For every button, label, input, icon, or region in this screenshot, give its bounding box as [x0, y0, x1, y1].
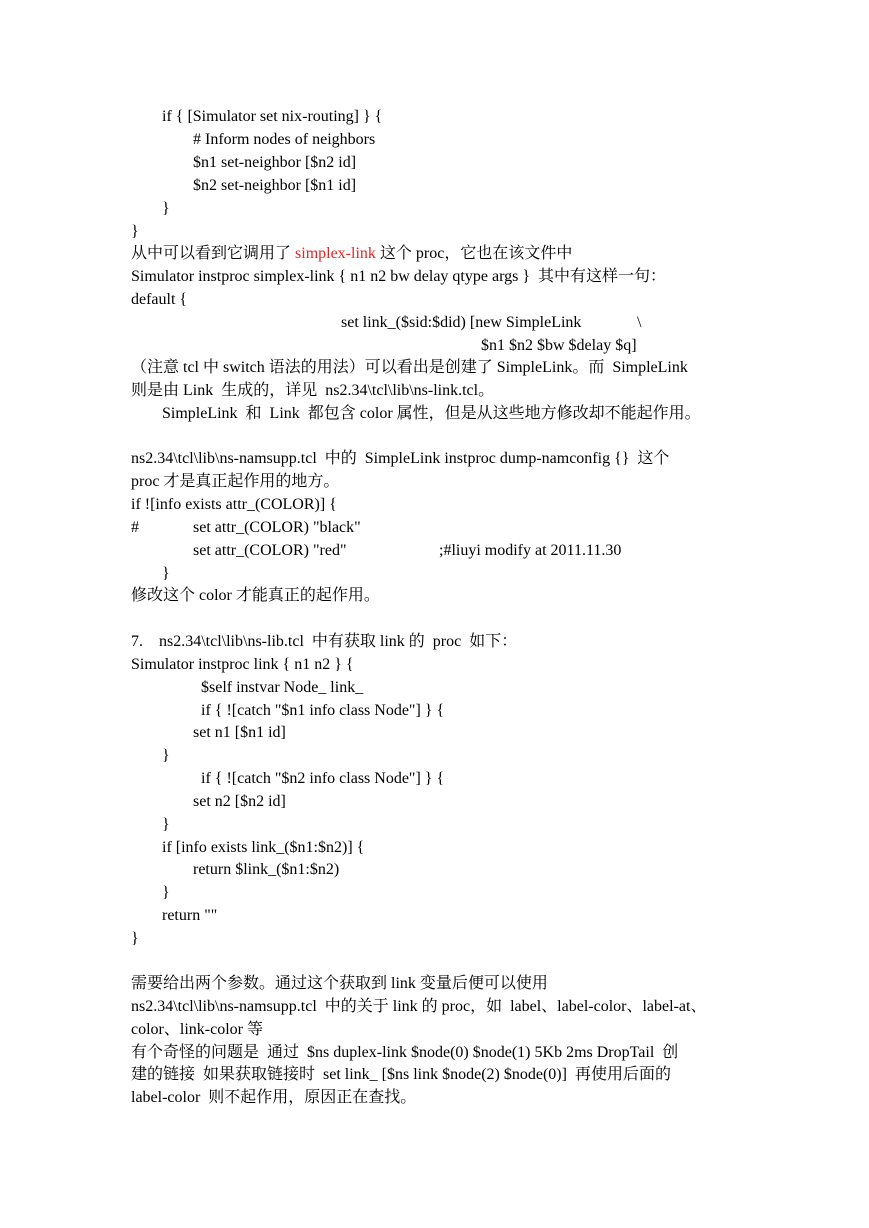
highlighted-term: simplex-link: [295, 245, 376, 262]
text-segment: 这个 proc，它也在该文件中: [375, 245, 573, 262]
code-line: set n2 [$n2 id]: [193, 793, 286, 810]
code-line: set n1 [$n1 id]: [193, 724, 286, 741]
code-line-continuation: \: [637, 314, 642, 331]
paragraph-line: label-color 则不起作用，原因正在查找。: [131, 1089, 417, 1106]
paragraph-line: ns2.34\tcl\lib\ns-namsupp.tcl 中的关于 link 的 proc，如 label、label-color、label-at、: [131, 998, 707, 1015]
code-line: }: [131, 930, 139, 947]
code-line: $n1 set-neighbor [$n2 id]: [193, 154, 357, 171]
code-line: if { ![catch "$n1 info class Node"] } {: [201, 702, 445, 719]
paragraph-line: proc 才是真正起作用的地方。: [131, 473, 340, 490]
code-line: if ![info exists attr_(COLOR)] {: [131, 496, 337, 513]
code-line: $n2 set-neighbor [$n1 id]: [193, 177, 357, 194]
code-line: $n1 $n2 $bw $delay $q]: [481, 337, 637, 354]
code-line: Simulator instproc link { n1 n2 } {: [131, 656, 354, 673]
code-line: if [info exists link_($n1:$n2)] {: [162, 839, 365, 856]
paragraph-line: 修改这个 color 才能真正的起作用。: [131, 587, 380, 604]
paragraph-line: color、link-color 等: [131, 1021, 263, 1038]
paragraph-line: Simulator instproc simplex-link { n1 n2 bw delay qtype args } 其中有这样一句：: [131, 268, 667, 285]
code-comment: ;#liuyi modify at 2011.11.30: [439, 542, 622, 559]
paragraph-line: （注意 tcl 中 switch 语法的用法）可以看出是创建了 SimpleLink。而 SimpleLink: [131, 359, 688, 376]
code-line: return "": [162, 907, 218, 924]
code-line: $self instvar Node_ link_: [201, 679, 364, 696]
section-heading: 7. ns2.34\tcl\lib\ns-lib.tcl 中有获取 link 的 proc 如下：: [131, 633, 518, 650]
code-line: set link_($sid:$did) [new SimpleLink: [341, 314, 582, 331]
code-line: set attr_(COLOR) "red": [193, 542, 347, 559]
code-line: return $link_($n1:$n2): [193, 861, 340, 878]
code-line: }: [162, 884, 170, 901]
paragraph-line: 建的链接 如果获取链接时 set link_ [$ns link $node(2) $node(0)] 再使用后面的: [131, 1066, 671, 1083]
code-line: default {: [131, 291, 188, 308]
paragraph-line: [131, 244, 572, 264]
paragraph-line: 则是由 Link 生成的，详见 ns2.34\tcl\lib\ns-link.tcl。: [131, 382, 495, 399]
code-line: }: [162, 200, 170, 217]
code-line: set attr_(COLOR) "black": [193, 519, 361, 536]
code-comment-marker: #: [131, 519, 139, 536]
code-comment: # Inform nodes of neighbors: [193, 131, 376, 148]
code-line: }: [162, 747, 170, 764]
paragraph-line: SimpleLink 和 Link 都包含 color 属性，但是从这些地方修改却不能起作用。: [162, 405, 701, 422]
code-line: }: [162, 565, 170, 582]
code-line: }: [131, 223, 139, 240]
code-line: if { [Simulator set nix-routing] } {: [162, 108, 383, 125]
code-line: }: [162, 816, 170, 833]
paragraph-line: 有个奇怪的问题是 通过 $ns duplex-link $node(0) $node(1) 5Kb 2ms DropTail 创: [131, 1044, 679, 1061]
text-segment: 从中可以看到它调用了: [131, 245, 296, 262]
paragraph-line: ns2.34\tcl\lib\ns-namsupp.tcl 中的 SimpleLink instproc dump-namconfig {} 这个: [131, 450, 670, 467]
paragraph-line: 需要给出两个参数。通过这个获取到 link 变量后便可以使用: [131, 975, 548, 992]
code-line: if { ![catch "$n2 info class Node"] } {: [201, 770, 445, 787]
